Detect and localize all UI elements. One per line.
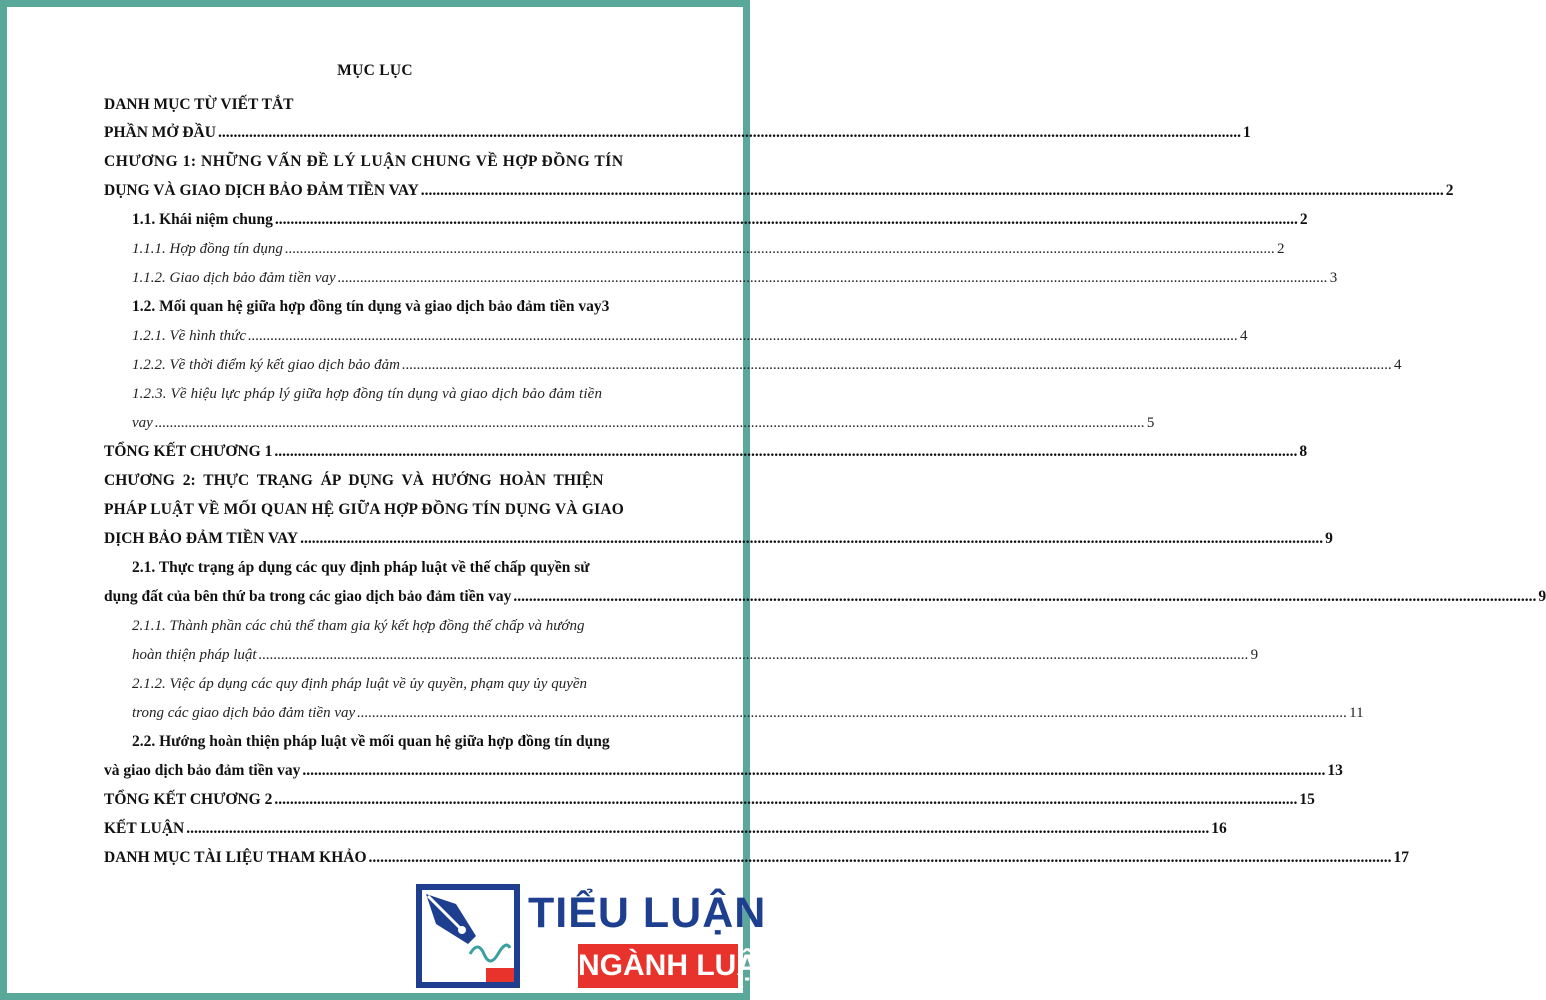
pen-nib-icon [416,884,520,988]
toc-section-2-1-line1[interactable]: 2.1. Thực trạng áp dụng các quy định pháp luật về thế chấp quyền sử [132,559,590,576]
toc-section-1-1[interactable]: 1.1. Khái niệm chung ..... 2 [132,209,682,231]
page-number: 5 [1146,415,1155,431]
toc-section-2-2-line1[interactable]: 2.2. Hướng hoàn thiện pháp luật về mối quan hệ giữa hợp đồng tín dụng [132,733,610,750]
page-number: 16 [1211,820,1227,837]
page-number: 9 [1538,588,1546,605]
page-number: 4 [1393,357,1402,373]
page-title: MỤC LỤC [337,62,413,79]
toc-section-1-2-1[interactable]: 1.2.1. Về hình thức ..... 4 [132,325,682,347]
toc-section-2-1-1-line1[interactable]: 2.1.1. Thành phần các chủ thể tham gia ký kết hợp đồng thế chấp và hướng [132,618,585,634]
toc-section-2-1-line2[interactable]: dụng đất của bên thứ ba trong các giao dịch bảo đảm tiền vay ..... 9 [104,586,682,608]
logo-text-bottom: NGÀNH LUẬT [578,944,738,988]
toc-section-1-1-1[interactable]: 1.1.1. Hợp đồng tín dụng ..... 2 [132,238,682,260]
toc-section-1-1-2[interactable]: 1.1.2. Giao dịch bảo đảm tiền vay ..... 3 [132,267,682,289]
toc-section-1-2-3-line2[interactable]: vay ..... 5 [132,412,682,434]
toc-conclusion[interactable]: KẾT LUẬN ..... 16 [104,818,682,840]
page-number: 9 [1325,530,1333,547]
toc-references[interactable]: DANH MỤC TÀI LIỆU THAM KHẢO ..... 17 [104,847,682,869]
toc-section-2-1-1-line2[interactable]: hoàn thiện pháp luật ..... 9 [132,644,682,666]
toc-section-2-2-line2[interactable]: và giao dịch bảo đảm tiền vay ..... 13 [104,760,682,782]
page-number: 2 [1299,211,1308,228]
toc-abbreviations[interactable]: DANH MỤC TỪ VIẾT TẮT [104,96,294,113]
toc-section-1-2-3-line1[interactable]: 1.2.3. Về hiệu lực pháp lý giữa hợp đồng tín dụng và giao dịch bảo đảm tiền [132,386,603,402]
toc-summary-chapter-2[interactable]: TỔNG KẾT CHƯƠNG 2 ..... 15 [104,789,682,811]
logo-text-top: TIỂU LUẬN [528,889,767,937]
toc-section-2-1-2-line2[interactable]: trong các giao dịch bảo đảm tiền vay ..... 11 [132,702,682,724]
page-number: 3 [1329,270,1338,286]
page-number: 2 [1445,182,1454,199]
page-number: 15 [1299,791,1315,808]
toc-chapter-2-line2[interactable]: PHÁP LUẬT VỀ MỐI QUAN HỆ GIỮA HỢP ĐỒNG TÍN DỤNG VÀ GIAO [104,501,624,518]
toc-chapter-1-line1[interactable]: CHƯƠNG 1: NHỮNG VẤN ĐỀ LÝ LUẬN CHUNG VỀ HỢP ĐỒNG TÍN [104,153,624,170]
toc-chapter-1-line2[interactable]: DỤNG VÀ GIAO DỊCH BẢO ĐẢM TIỀN VAY ..... 2 [104,180,682,202]
toc-chapter-2-line1[interactable]: CHƯƠNG 2: THỰC TRẠNG ÁP DỤNG VÀ HƯỚNG HOÀN THIỆN [104,472,604,489]
page-number: 11 [1349,705,1364,721]
toc-section-2-1-2-line1[interactable]: 2.1.2. Việc áp dụng các quy định pháp luật về ủy quyền, phạm quy ủy quyền [132,676,588,692]
page-number: 4 [1240,328,1248,344]
page-number: 2 [1276,241,1285,257]
toc-section-1-2-2[interactable]: 1.2.2. Về thời điểm ký kết giao dịch bảo đảm ..... 4 [132,354,682,376]
page-number: 1 [1242,124,1251,141]
page-number: 13 [1327,762,1343,779]
toc-section-1-2[interactable]: 1.2. Mối quan hệ giữa hợp đồng tín dụng và giao dịch bảo đảm tiền vay3 [132,298,610,315]
page-number: 17 [1393,849,1410,866]
toc-summary-chapter-1[interactable]: TỔNG KẾT CHƯƠNG 1 ..... 8 [104,441,682,463]
page-number: 8 [1299,443,1308,460]
toc-chapter-2-line3[interactable]: DỊCH BẢO ĐẢM TIỀN VAY ..... 9 [104,528,682,550]
toc-entry-intro[interactable]: PHẦN MỞ ĐẦU ..... 1 [104,122,682,144]
page-number: 9 [1250,647,1259,663]
